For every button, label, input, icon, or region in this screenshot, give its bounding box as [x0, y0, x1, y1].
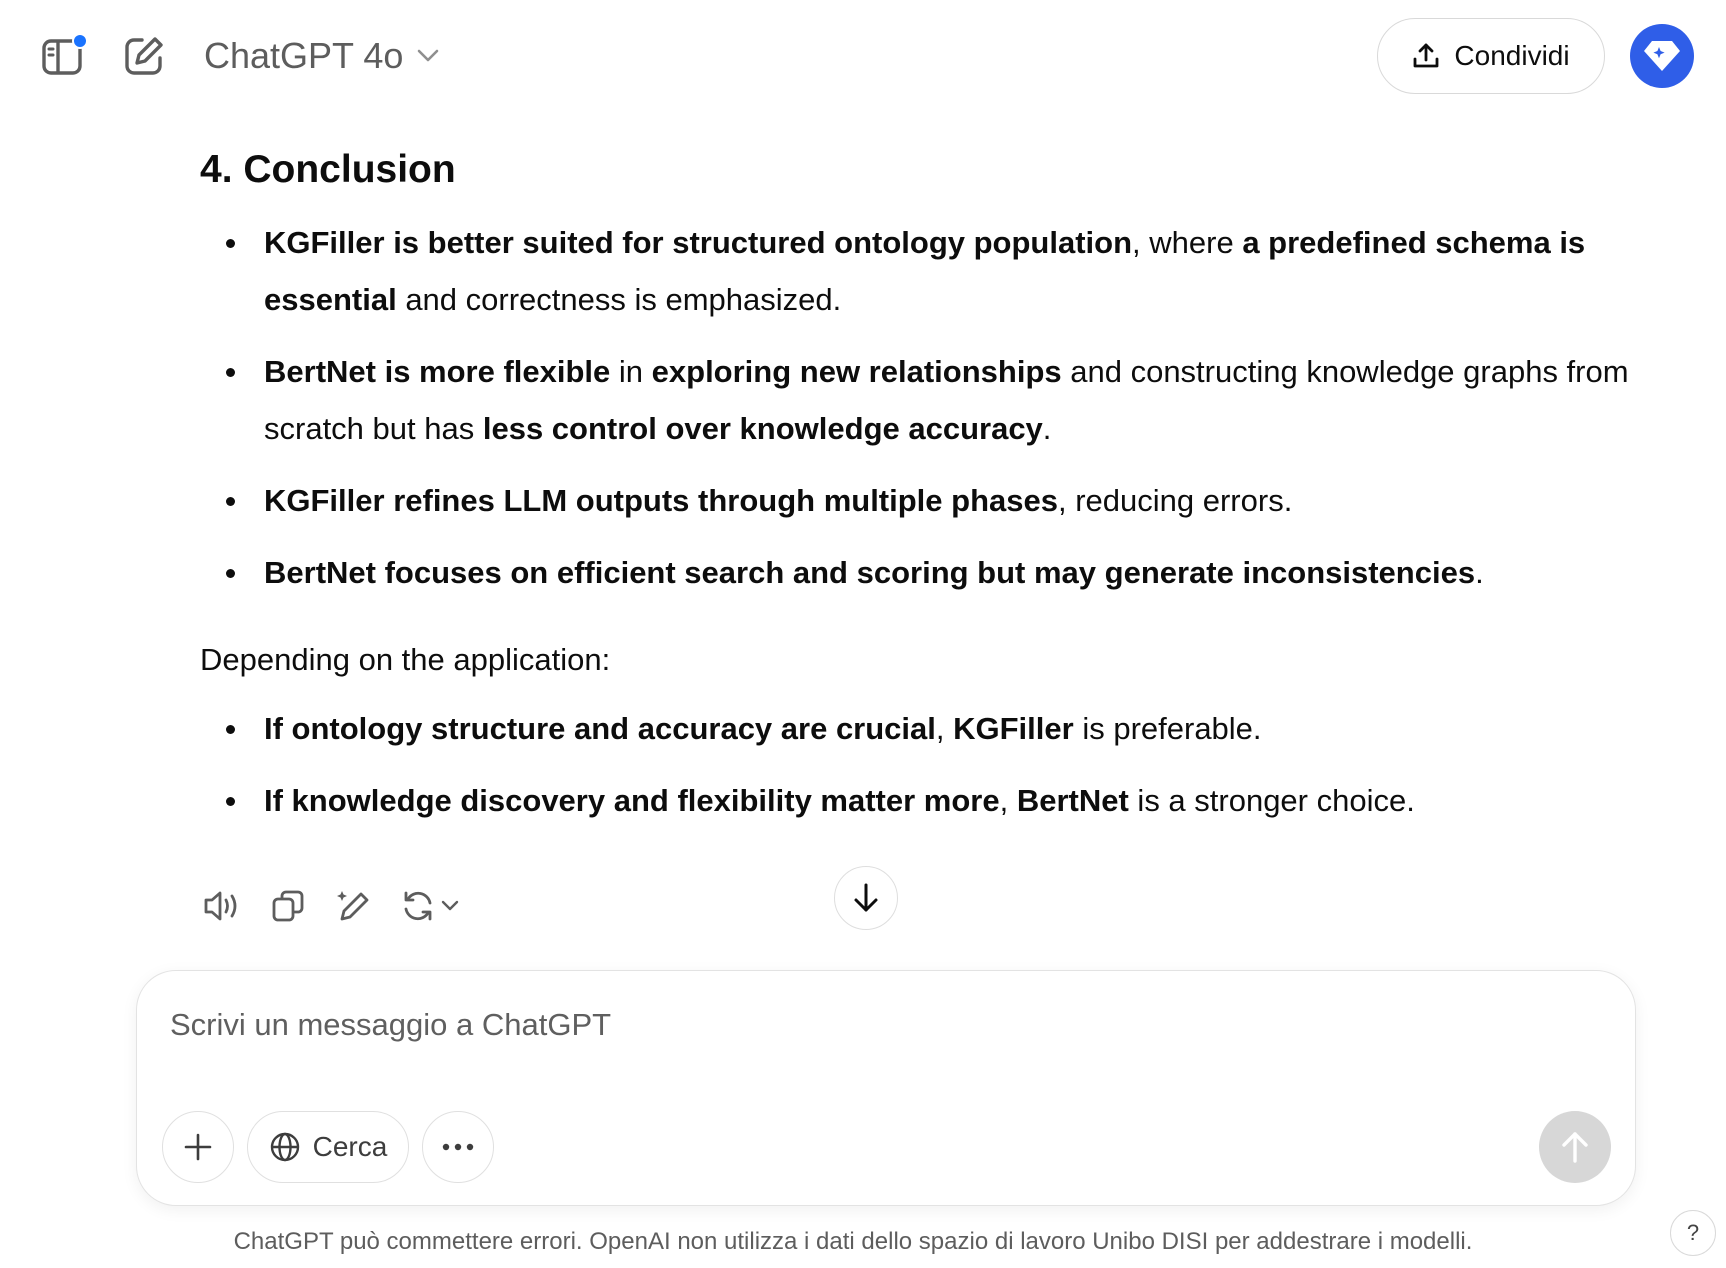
- message-input[interactable]: [170, 1001, 1570, 1049]
- bold-text: a predefined schema is essential: [264, 225, 1586, 317]
- text-span: , reducing errors.: [1057, 483, 1293, 518]
- chevron-down-icon: [417, 49, 439, 63]
- text-span: , where: [1132, 225, 1243, 260]
- bold-text: If knowledge discovery and flexibility matter more: [264, 783, 1000, 818]
- globe-icon: [269, 1131, 301, 1163]
- list-item: [222, 544, 1640, 601]
- share-button[interactable]: [1377, 18, 1605, 94]
- bullet-list: [222, 214, 1640, 601]
- bold-text: If ontology structure and accuracy are crucial: [264, 711, 936, 746]
- list-item: [222, 700, 1640, 757]
- top-bar: [0, 0, 1726, 112]
- arrow-down-icon: [851, 882, 881, 914]
- search-button[interactable]: [247, 1111, 409, 1183]
- text-span: .: [1042, 411, 1052, 446]
- bold-text: BertNet focuses on efficient search and scoring but may generate inconsistencies: [264, 555, 1476, 590]
- section-heading: 4. Conclusion: [200, 148, 456, 191]
- copy-button[interactable]: [270, 888, 306, 924]
- share-label: Condividi: [1454, 40, 1570, 71]
- text-span: and constructing knowledge graphs from scratch but has: [264, 354, 1629, 446]
- refresh-icon: [400, 888, 436, 924]
- text-span: and correctness is emphasized.: [396, 282, 842, 317]
- scroll-to-bottom-button[interactable]: [834, 866, 898, 930]
- text-span: is a stronger choice.: [1128, 783, 1415, 818]
- edit-canvas-button[interactable]: [334, 888, 372, 924]
- text-span: is preferable.: [1073, 711, 1262, 746]
- more-horizontal-icon: [442, 1143, 474, 1151]
- message-composer: [136, 970, 1636, 1206]
- send-button[interactable]: [1539, 1111, 1611, 1183]
- attach-button[interactable]: [162, 1111, 234, 1183]
- list-item: [222, 772, 1640, 829]
- text-span: in: [610, 354, 652, 389]
- more-options-button[interactable]: [422, 1111, 494, 1183]
- gem-icon: [1642, 38, 1682, 74]
- message-actions: [202, 884, 460, 928]
- chevron-down-icon: [440, 899, 460, 913]
- bold-text: BertNet: [1016, 783, 1129, 818]
- sidebar-toggle-button[interactable]: [38, 30, 90, 82]
- model-selector[interactable]: [204, 32, 439, 80]
- bold-text: less control over knowledge accuracy: [482, 411, 1043, 446]
- help-label: ?: [1686, 1220, 1700, 1245]
- help-button[interactable]: [1670, 1210, 1716, 1256]
- search-label: Cerca: [312, 1131, 388, 1162]
- text-span: .: [1475, 555, 1484, 590]
- read-aloud-button[interactable]: [202, 888, 242, 924]
- sidebar-icon: [40, 33, 88, 79]
- list-item: [222, 472, 1640, 529]
- plus-icon: [183, 1132, 213, 1162]
- upload-icon: [1412, 42, 1440, 70]
- model-name: ChatGPT 4o: [204, 35, 404, 76]
- disclaimer-text: ChatGPT può commettere errori. OpenAI non utilizza i dati dello spazio di lavoro Unibo DISI per addestrare i modelli.: [233, 1228, 1473, 1255]
- arrow-up-icon: [1560, 1130, 1590, 1164]
- bold-text: BertNet is more flexible: [264, 354, 611, 389]
- text-span: ,: [935, 711, 954, 746]
- text-span: ,: [999, 783, 1017, 818]
- regenerate-button[interactable]: [400, 888, 460, 924]
- speaker-icon: [202, 888, 242, 924]
- bold-text: KGFiller refines LLM outputs through multiple phases: [264, 483, 1058, 518]
- new-chat-button[interactable]: [118, 30, 170, 82]
- avatar[interactable]: [1630, 24, 1694, 88]
- list-item: [222, 214, 1640, 328]
- edit-icon: [122, 34, 166, 78]
- bullet-list: [222, 700, 1640, 829]
- list-item: [222, 343, 1640, 457]
- bold-text: exploring new relationships: [651, 354, 1062, 389]
- assistant-message: [200, 148, 1640, 844]
- bold-text: KGFiller: [953, 711, 1074, 746]
- bold-text: KGFiller is better suited for structured ontology population: [264, 225, 1133, 260]
- copy-icon: [270, 888, 306, 924]
- message-paragraph: Depending on the application:: [200, 642, 611, 677]
- magic-pen-icon: [334, 888, 372, 924]
